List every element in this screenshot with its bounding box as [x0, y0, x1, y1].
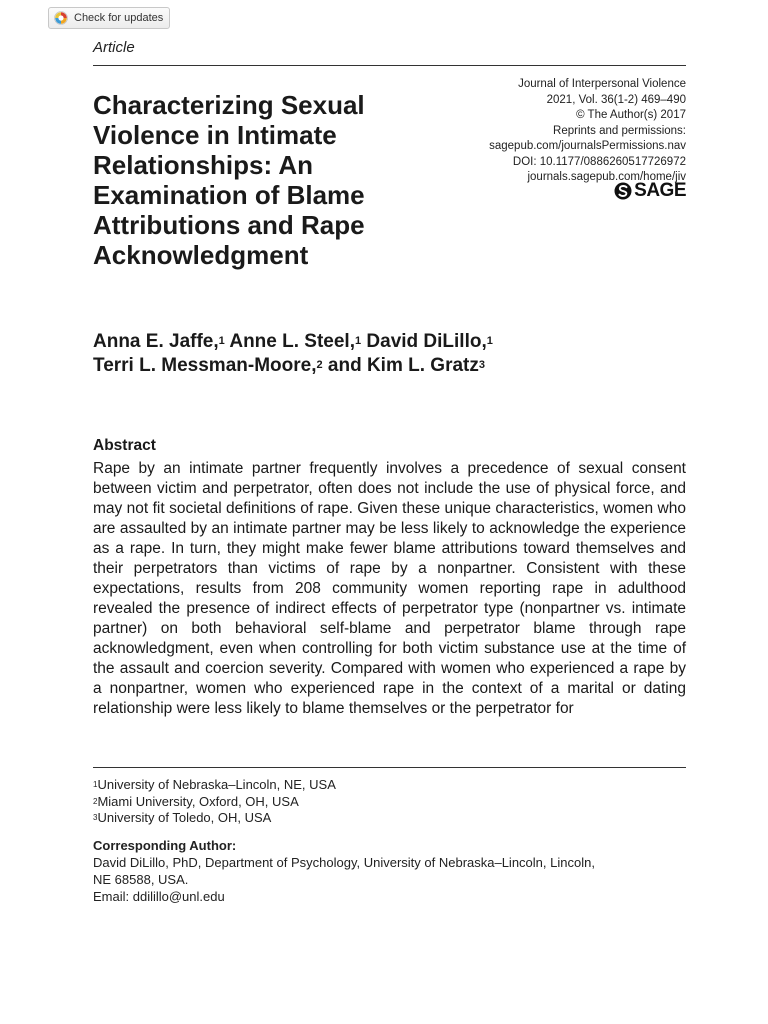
- journal-permissions-link[interactable]: sagepub.com/journalsPermissions.nav: [489, 140, 686, 152]
- author-affiliation-mark: 3: [478, 359, 485, 371]
- author-affiliation-mark: 1: [486, 335, 493, 347]
- author-affiliation-mark: 1: [355, 335, 362, 347]
- journal-homepage-link[interactable]: journals.sagepub.com/home/jiv: [527, 171, 686, 183]
- author-name: David DiLillo,: [366, 331, 487, 352]
- sage-mark-icon: [614, 182, 632, 200]
- affiliation-number: 1: [93, 780, 98, 789]
- author-name: Anne L. Steel,: [229, 331, 355, 352]
- corresponding-author-address-cont: NE 68588, USA.: [93, 872, 189, 887]
- author-name: and Kim L. Gratz: [327, 355, 479, 376]
- affiliations-list: [93, 777, 336, 827]
- article-type-label: Article: [93, 39, 135, 56]
- abstract-text: Rape by an intimate partner frequently involves a precedence of sexual consent between victim and perpetrator, often does not include the use of physical force, and may not fit societal definitions of rape. Given these unique characteristics, women who are assaulted by an intimate partner may be less likely to acknowledge the experience as a rape. In turn, they might make fewer blame attributions toward themselves and their perpetrators than victims of rape by a nonpartner. Consistent with these expectations, results from 208 community women reporting rape in adulthood revealed the presence of indirect effects of perpetrator type (nonpartner vs. intimate partner) on both behavioral self-blame and perpetrator blame through rape acknowledgment, even when controlling for both victim substance use at the time of the assault and coercion severity. Compared with women who experienced a rape by a nonpartner, women who experienced rape in the context of a marital or dating relationship were less likely to blame themselves or the perpetrator for: [93, 460, 686, 717]
- journal-volume: 2021, Vol. 36(1-2) 469–490: [546, 93, 686, 106]
- affiliation-number: 2: [93, 796, 98, 806]
- affiliation-item: [93, 794, 336, 811]
- author-list: [93, 330, 653, 378]
- journal-info: [446, 77, 686, 186]
- affiliation-item: [93, 810, 336, 827]
- journal-copyright: © The Author(s) 2017: [576, 109, 686, 121]
- footnote-divider: [93, 767, 686, 768]
- corresponding-author-address: David DiLillo, PhD, Department of Psychology, University of Nebraska–Lincoln, Lincoln,: [93, 855, 595, 870]
- affiliation-item: [93, 777, 336, 794]
- journal-doi[interactable]: DOI: 10.1177/0886260517726972: [512, 155, 686, 168]
- abstract-heading: Abstract: [93, 437, 156, 454]
- affiliation-text: University of Nebraska–Lincoln, NE, USA: [97, 777, 336, 792]
- author-name: Terri L. Messman-Moore,: [93, 355, 317, 376]
- author-affiliation-mark: 2: [316, 359, 323, 371]
- check-for-updates-button[interactable]: [48, 7, 170, 29]
- affiliation-text: Miami University, Oxford, OH, USA: [97, 793, 299, 809]
- author-name: Anna E. Jaffe,: [93, 331, 219, 352]
- affiliation-number: 3: [93, 813, 98, 822]
- header-divider: [93, 65, 686, 66]
- journal-name: Journal of Interpersonal Violence: [518, 78, 686, 90]
- journal-reprints: Reprints and permissions:: [553, 124, 686, 137]
- affiliation-text: University of Toledo, OH, USA: [97, 810, 272, 825]
- check-for-updates-label: Check for updates: [74, 12, 164, 24]
- corresponding-author-heading: Corresponding Author:: [93, 838, 237, 853]
- sage-logo: [614, 180, 686, 202]
- corresponding-author-email[interactable]: Email: ddilillo@unl.edu: [93, 889, 225, 904]
- article-title: Characterizing Sexual Violence in Intimate Relationships: An Examination of Blame Attributions and Rape Acknowledgment: [93, 90, 365, 270]
- corresponding-author: [93, 837, 686, 905]
- crossmark-icon: [54, 11, 68, 25]
- author-affiliation-mark: 1: [218, 335, 225, 347]
- sage-wordmark: SAGE: [634, 180, 686, 201]
